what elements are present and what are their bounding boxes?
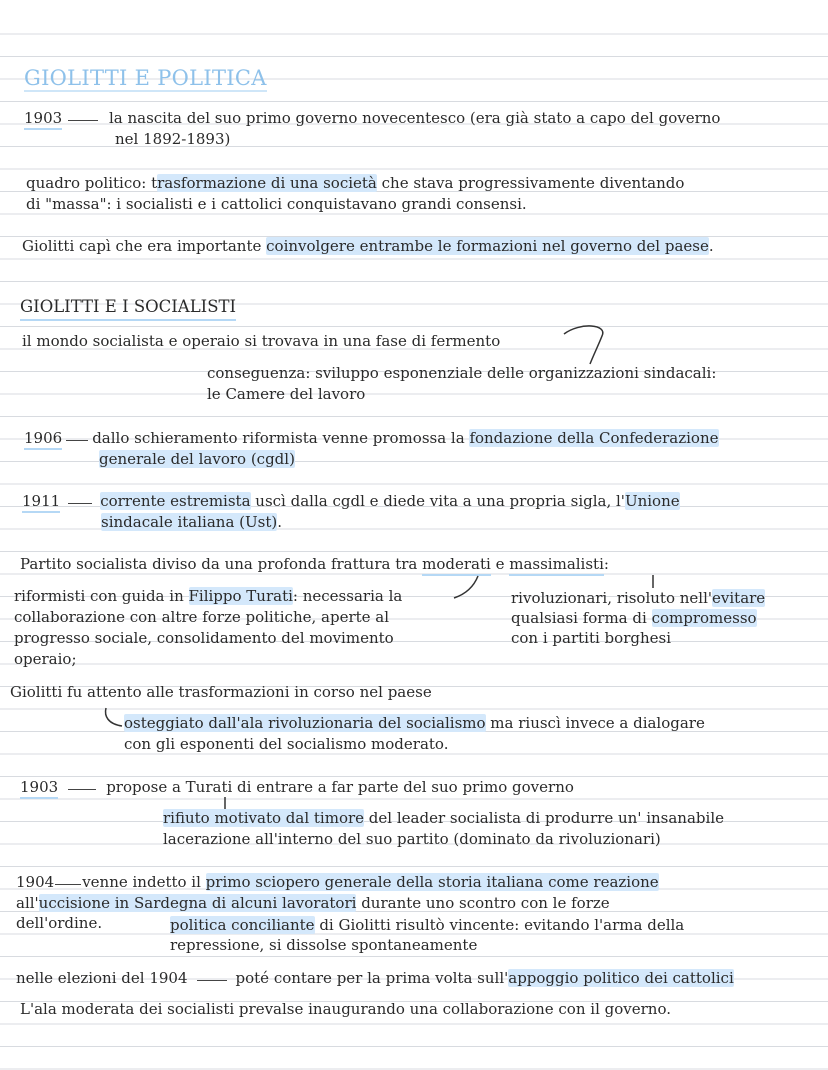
text: ma riuscì invece a dialogare xyxy=(485,714,705,732)
quadro-politico-line1 xyxy=(26,173,684,193)
text: : xyxy=(603,555,609,573)
highlighted-text: uccisione in Sardegna di alcuni lavoratori xyxy=(38,894,357,912)
riformisti-line1 xyxy=(14,586,402,606)
text: nelle elezioni del 1904 xyxy=(16,969,188,987)
ala-moderata-line: L'ala moderata dei socialisti prevalse inaugurando una collaborazione con il governo. xyxy=(20,1000,671,1018)
highlighted-text: appoggio politico dei cattolici xyxy=(508,969,734,987)
rivoluzionari-line3: con i partiti borghesi xyxy=(511,629,671,647)
highlighted-text: sindacale italiana (Ust) xyxy=(101,513,278,531)
highlighted-text: evitare xyxy=(712,589,766,607)
entry-1906 xyxy=(24,428,719,448)
conseguenza-line2: le Camere del lavoro xyxy=(207,385,366,403)
text: . xyxy=(277,513,283,531)
dash-separator xyxy=(68,503,92,505)
text: propose a Turati di entrare a far parte del suo primo governo xyxy=(106,778,574,796)
highlighted-text: fondazione della Confederazione xyxy=(469,429,719,447)
connector-line-left xyxy=(450,574,490,604)
politica-conciliante-line2: repressione, si dissolse spontaneamente xyxy=(170,936,478,954)
riformisti-line4: operaio; xyxy=(14,650,77,668)
underlined-text: massimalisti xyxy=(509,555,604,576)
giolitti-capi-line xyxy=(22,236,714,256)
quadro-politico-line2: di "massa": i socialisti e i cattolici conquistavano grandi consensi. xyxy=(26,195,527,213)
text: e xyxy=(490,555,510,573)
rifiuto-line1 xyxy=(163,808,724,828)
hook-arrow xyxy=(102,706,126,730)
highlighted-text: corrente estremista xyxy=(100,492,251,510)
text: quadro politico: t xyxy=(26,174,158,192)
dash-separator xyxy=(55,884,81,886)
rivoluzionari-line2 xyxy=(511,608,757,628)
text: Giolitti capì che era importante xyxy=(22,237,267,255)
highlighted-text: generale del lavoro (cgdl) xyxy=(99,450,295,468)
curve-arrow xyxy=(560,322,610,367)
text: rivoluzionari, risoluto nell' xyxy=(511,589,713,607)
year-label: 1903 xyxy=(24,109,62,130)
underlined-text: moderati xyxy=(422,555,491,576)
text: : necessaria la xyxy=(292,587,403,605)
highlighted-text: Filippo Turati xyxy=(188,587,293,605)
entry-text: la nascita del suo primo governo novecentesco (era già stato a capo del governo xyxy=(108,109,721,127)
text: venne indetto il xyxy=(82,873,206,891)
text: Partito socialista diviso da una profonda frattura tra xyxy=(20,555,423,573)
elezioni-line xyxy=(16,968,734,988)
partito-socialista-line xyxy=(20,554,609,574)
entry-1904-line3: dell'ordine. xyxy=(16,914,103,932)
year-label: 1911 xyxy=(22,492,60,513)
riformisti-line2: collaborazione con altre forze politiche, aperte al xyxy=(14,608,390,626)
giolitti-attento-line: Giolitti fu attento alle trasformazioni in corso nel paese xyxy=(10,683,432,701)
entry-1903-first xyxy=(24,108,720,128)
year-label: 1903 xyxy=(20,778,58,799)
text: di Giolitti risultò vincente: evitando l'arma della xyxy=(314,916,685,934)
osteggiato-line1 xyxy=(124,713,705,733)
dash-separator xyxy=(68,789,96,791)
text: riformisti con guida in xyxy=(14,587,189,605)
text: del leader socialista di produrre un' insanabile xyxy=(364,809,724,827)
text: all' xyxy=(16,894,39,912)
dash-separator xyxy=(197,980,227,982)
highlighted-text: compromesso xyxy=(651,609,757,627)
entry-1904 xyxy=(16,872,659,892)
entry-1904-line2 xyxy=(16,893,610,913)
mondo-socialista-line: il mondo socialista e operaio si trovava in una fase di fermento xyxy=(22,332,501,350)
text: durante uno scontro con le forze xyxy=(356,894,610,912)
entry-1903-second xyxy=(20,777,574,797)
highlighted-text: osteggiato dall'ala rivoluzionaria del socialismo xyxy=(124,714,486,732)
entry-1911 xyxy=(22,491,680,511)
text: poté contare per la prima volta sull' xyxy=(235,969,509,987)
text: dallo schieramento riformista venne promossa la xyxy=(92,429,470,447)
dash-separator xyxy=(68,120,98,122)
riformisti-line3: progresso sociale, consolidamento del movimento xyxy=(14,629,394,647)
text: uscì dalla cgdl e diede vita a una propria sigla, l' xyxy=(250,492,625,510)
dash-separator xyxy=(66,440,88,442)
year-label: 1906 xyxy=(24,429,62,450)
section-title-socialisti: GIOLITTI E I SOCIALISTI xyxy=(20,297,236,321)
highlighted-text: rifiuto motivato dal timore xyxy=(163,809,365,827)
rivoluzionari-line1 xyxy=(511,588,765,608)
osteggiato-line2: con gli esponenti del socialismo moderato. xyxy=(124,735,449,753)
highlighted-text: primo sciopero generale della storia italiana come reazione xyxy=(205,873,659,891)
rifiuto-line2: lacerazione all'interno del suo partito (dominato da rivoluzionari) xyxy=(163,830,661,848)
entry-1911-continued xyxy=(101,512,282,532)
text: qualsiasi forma di xyxy=(511,609,652,627)
highlighted-text: Unione xyxy=(624,492,680,510)
highlighted-text: rasformazione di una società xyxy=(157,174,377,192)
highlighted-text: politica conciliante xyxy=(170,916,315,934)
highlighted-text: coinvolgere entrambe le formazioni nel governo del paese xyxy=(266,237,709,255)
entry-1906-continued xyxy=(99,449,295,469)
text: che stava progressivamente diventando xyxy=(376,174,685,192)
year-label: 1904 xyxy=(16,873,55,891)
text: . xyxy=(708,237,714,255)
entry-text-continued: nel 1892-1893) xyxy=(115,130,231,148)
politica-conciliante-line1 xyxy=(170,915,684,935)
conseguenza-line1: conseguenza: sviluppo esponenziale delle organizzazioni sindacali: xyxy=(207,364,717,382)
page-title: GIOLITTI E POLITICA xyxy=(24,66,267,90)
